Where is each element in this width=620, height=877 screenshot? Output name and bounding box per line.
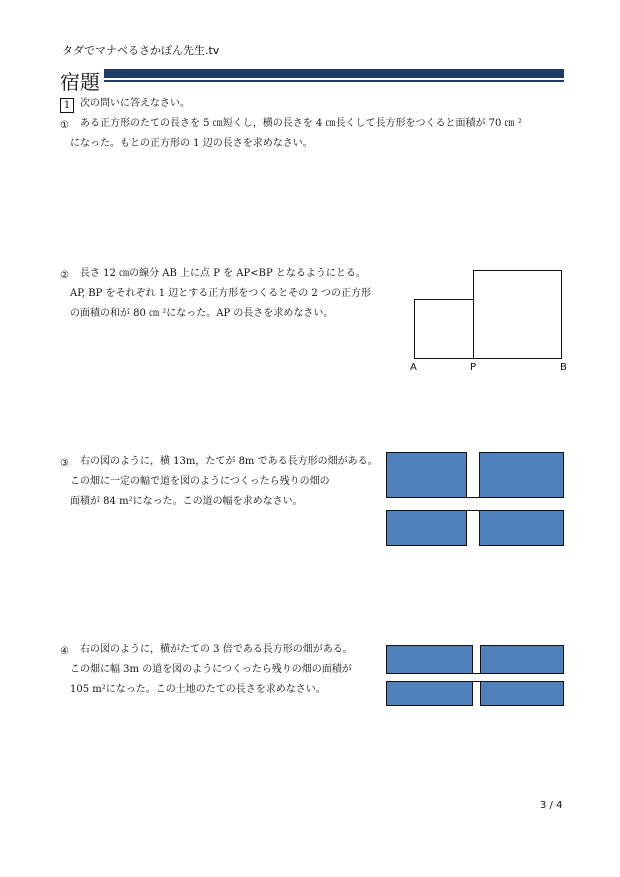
point-p-label: P bbox=[470, 362, 477, 373]
problem-3-marker: ③ bbox=[60, 458, 69, 469]
problem-3-line-1: 右の図のように，横 13m，たてが 8m である長方形の畑がある。 bbox=[80, 456, 378, 467]
title-bar bbox=[104, 69, 564, 78]
small-square bbox=[414, 299, 474, 359]
problem-4-line-2: この畑に幅 3m の道を図のようにつくったら残りの畑の面積が bbox=[70, 664, 352, 675]
problem-4-line-3: 105 m²になった。この土地のたての長さを求めなさい。 bbox=[70, 684, 326, 695]
point-a-label: A bbox=[410, 362, 417, 373]
problem-1-line-2: になった。もとの正方形の 1 辺の長さを求めなさい。 bbox=[70, 138, 313, 149]
section-instruction: 次の問いに答えなさい。 bbox=[80, 98, 190, 109]
horizontal-road-3m bbox=[386, 673, 564, 682]
title-bar-underline bbox=[104, 80, 564, 82]
problem-4-line-1: 右の図のように，横がたての 3 倍である長方形の畑がある。 bbox=[80, 644, 353, 655]
problem-1-line-1: ある正方形のたての長さを 5 ㎝短くし，横の長さを 4 ㎝長くして長方形をつくると面積が 70 ㎝ ² bbox=[80, 118, 522, 129]
problem-3-line-2: この畑に一定の幅で道を図のようにつくったら残りの畑の bbox=[70, 476, 330, 487]
problem-1-marker: ① bbox=[60, 120, 69, 131]
problem-2-line-2: AP, BP をそれぞれ 1 辺とする正方形をつくるとその 2 つの正方形 bbox=[70, 288, 371, 299]
problem-2-line-1: 長さ 12 ㎝の線分 AB 上に点 P を AP<BP となるようにとる。 bbox=[80, 268, 366, 279]
problem-3-line-3: 面積が 84 m²になった。この道の幅を求めなさい。 bbox=[70, 496, 303, 507]
problem-2-line-3: の面積の和が 80 ㎝ ²になった。AP の長さを求めなさい。 bbox=[70, 308, 334, 319]
problem-2-marker: ② bbox=[60, 270, 69, 281]
site-name: タダでマナベるさかぽん先生.tv bbox=[62, 44, 220, 57]
problem-4-marker: ④ bbox=[60, 646, 69, 657]
horizontal-road bbox=[386, 497, 564, 511]
point-b-label: B bbox=[560, 362, 567, 373]
large-square bbox=[473, 270, 562, 359]
section-number: 1 bbox=[60, 98, 74, 113]
page-title: 宿題 bbox=[60, 70, 100, 94]
page-number: 3 / 4 bbox=[540, 800, 563, 811]
